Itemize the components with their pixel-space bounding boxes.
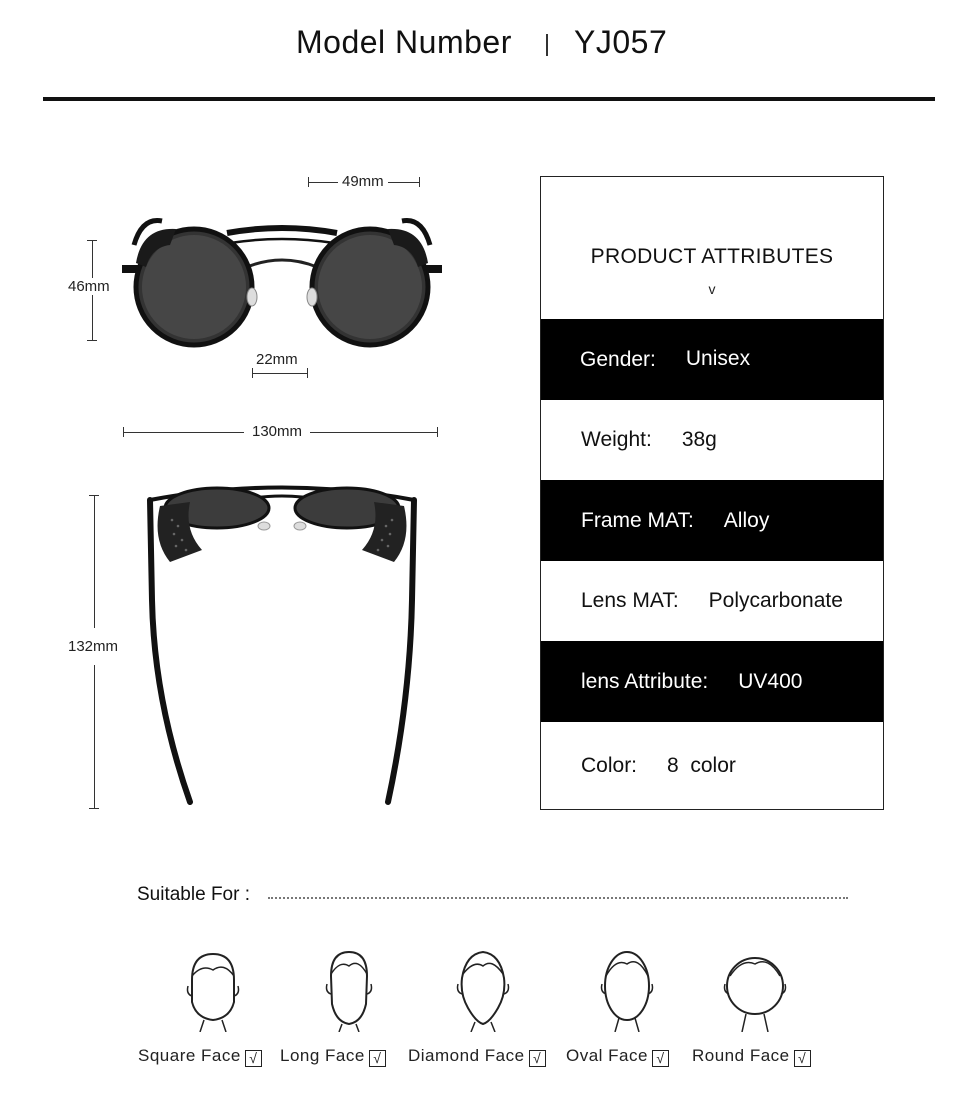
face-name: Diamond Face [408,1046,525,1065]
diamond-face-icon [448,946,518,1032]
bridge-line [252,373,308,374]
model-number: YJ057 [574,24,668,60]
glasses-top-view [112,470,452,815]
dotted-divider [268,897,848,899]
bridge-label: 22mm [252,351,302,368]
attribute-key: lens Attribute: [581,669,709,693]
attribute-row-gender [541,319,883,400]
face-name: Long Face [280,1046,365,1065]
checkbox-icon: √ [529,1050,546,1067]
attribute-key: Lens MAT: [581,589,679,612]
attribute-row-color [541,722,883,809]
attribute-value: Alloy [723,508,770,532]
attribute-value: Polycarbonate [708,589,843,612]
temple-length-label: 132mm [64,628,122,665]
attribute-value: 38g [681,428,717,451]
face-name: Oval Face [566,1046,648,1065]
checkbox-icon: √ [794,1050,811,1067]
lens-height-label: 46mm [64,278,114,295]
face-label-round [692,1046,811,1067]
attribute-row-frame-mat [541,480,883,561]
checkbox-icon: √ [245,1050,262,1067]
face-name: Square Face [138,1046,241,1065]
face-label-diamond [408,1046,546,1067]
attributes-heading: PRODUCT ATTRIBUTES [590,245,834,268]
checkbox-icon: √ [652,1050,669,1067]
frame-width-tick-right [437,427,438,437]
product-attributes-panel [540,176,884,810]
attribute-value: Unisex [685,346,751,370]
attribute-row-lens-mat [541,561,883,641]
suitable-for-label: Suitable For : [137,884,250,905]
attribute-key: Weight: [581,428,652,451]
page-title: Model Number [296,24,512,60]
face-label-square [138,1046,262,1067]
attribute-value: 8 color [667,753,736,777]
square-face-icon [178,946,248,1032]
lens-width-label: 49mm [338,173,388,190]
glasses-front-view [112,205,452,355]
face-label-long [280,1046,386,1067]
round-face-icon [720,946,790,1032]
attributes-header [541,177,883,319]
attribute-row-lens-attribute [541,641,883,722]
face-name: Round Face [692,1046,790,1065]
attribute-key: Frame MAT: [581,508,694,532]
attribute-row-weight [541,400,883,480]
lens-width-tick-right [419,177,420,187]
lens-width-tick-left [308,177,309,187]
attribute-key: Color: [581,753,638,777]
lens-height-tick-bottom [87,340,97,341]
oval-face-icon [592,946,662,1032]
header [0,0,960,100]
bridge-tick-left [252,368,253,378]
temple-length-tick-bottom [89,808,99,809]
checkbox-icon: √ [369,1050,386,1067]
long-face-icon [314,946,384,1032]
attribute-key: Gender: [580,347,656,371]
attribute-value: UV400 [738,669,803,693]
frame-width-label: 130mm [244,423,310,440]
chevron-down-icon: v [708,281,716,297]
lens-height-tick-top [87,240,97,241]
bridge-tick-right [307,368,308,378]
frame-width-tick-left [123,427,124,437]
temple-length-tick-top [89,495,99,496]
title-separator [546,34,548,56]
header-rule [43,97,935,101]
face-label-oval [566,1046,669,1067]
